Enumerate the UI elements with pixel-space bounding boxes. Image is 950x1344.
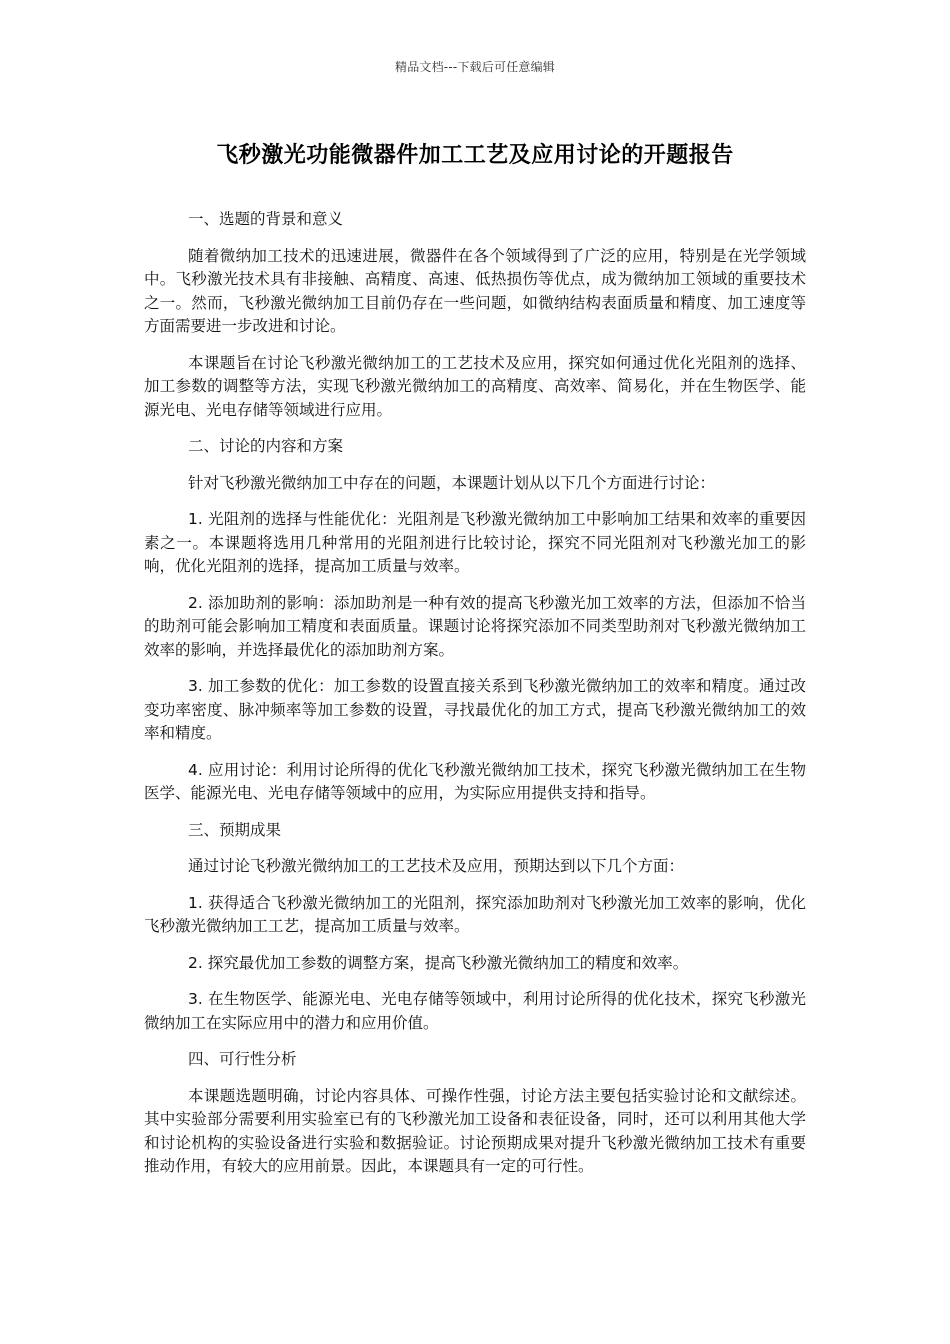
list-item-applications: 4. 应用讨论：利用讨论所得的优化飞秒激光微纳加工技术，探究飞秒激光微纳加工在生物医学、能源光电、光电存储等领域中的应用，为实际应用提供支持和指导。 <box>144 760 806 802</box>
paragraph-objective: 本课题旨在讨论飞秒激光微纳加工的工艺技术及应用，探究如何通过优化光阻剂的选择、加工参数的调整等方法，实现飞秒激光微纳加工的高精度、高效率、简易化，并在生物医学、能源光电、光电存储等领域进行应用。 <box>144 353 806 419</box>
list-item-result-3: 3. 在生物医学、能源光电、光电存储等领域中，利用讨论所得的优化技术，探究飞秒激光微纳加工在实际应用中的潜力和应用价值。 <box>144 990 806 1032</box>
paragraph-background: 随着微纳加工技术的迅速进展，微器件在各个领域得到了广泛的应用，特别是在光学领域中。飞秒激光技术具有非接触、高精度、高速、低热损伤等优点，成为微纳加工领域的重要技术之一。然而，飞秒激光微纳加工目前仍存在一些问题，如微纳结构表面质量和精度、加工速度等方面需要进一步改进和讨论。 <box>144 246 806 335</box>
section-heading-background: 一、选题的背景和意义 <box>188 210 344 228</box>
list-item-parameters: 3. 加工参数的优化：加工参数的设置直接关系到飞秒激光微纳加工的效率和精度。通过改变功率密度、脉冲频率等加工参数的设置，寻找最优化的加工方式，提高飞秒激光微纳加工的效率和精度。 <box>144 677 806 742</box>
list-item-result-1: 1. 获得适合飞秒激光微纳加工的光阻剂，探究添加助剂对飞秒激光加工效率的影响，优化飞秒激光微纳加工工艺，提高加工质量与效率。 <box>144 893 806 935</box>
section-heading-feasibility: 四、可行性分析 <box>188 1050 297 1068</box>
page-header-watermark: 精品文档---下载后可任意编辑 <box>395 60 555 74</box>
paragraph-feasibility: 本课题选题明确，讨论内容具体、可操作性强，讨论方法主要包括实验讨论和文献综述。其中实验部分需要利用实验室已有的飞秒激光加工设备和表征设备，同时，还可以利用其他大学和讨论机构的实验设备进行实验和数据验证。讨论预期成果对提升飞秒激光微纳加工技术有重要推动作用，有较大的应用前景。因此，本课题具有一定的可行性。 <box>144 1086 806 1175</box>
document-title: 飞秒激光功能微器件加工工艺及应用讨论的开题报告 <box>216 143 734 168</box>
section-heading-content: 二、讨论的内容和方案 <box>188 437 344 455</box>
section-heading-expected-results: 三、预期成果 <box>188 820 282 839</box>
list-item-result-2: 2. 探究最优加工参数的调整方案，提高飞秒激光微纳加工的精度和效率。 <box>188 953 689 972</box>
paragraph-content-intro: 针对飞秒激光微纳加工中存在的问题，本课题计划从以下几个方面进行讨论： <box>188 473 716 492</box>
paragraph-results-intro: 通过讨论飞秒激光微纳加工的工艺技术及应用，预期达到以下几个方面： <box>188 857 685 875</box>
list-item-additives: 2. 添加助剂的影响：添加助剂是一种有效的提高飞秒激光加工效率的方法，但添加不恰当的助剂可能会影响加工精度和表面质量。课题讨论将探究添加不同类型助剂对飞秒激光微纳加工效率的影响，并选择最优化的添加助剂方案。 <box>144 593 806 659</box>
document-body <box>144 208 806 1192</box>
list-item-photoresist: 1. 光阻剂的选择与性能优化：光阻剂是飞秒激光微纳加工中影响加工结果和效率的重要因素之一。本课题将选用几种常用的光阻剂进行比较讨论，探究不同光阻剂对飞秒激光加工的影响，优化光阻剂的选择，提高加工质量与效率。 <box>144 510 806 575</box>
